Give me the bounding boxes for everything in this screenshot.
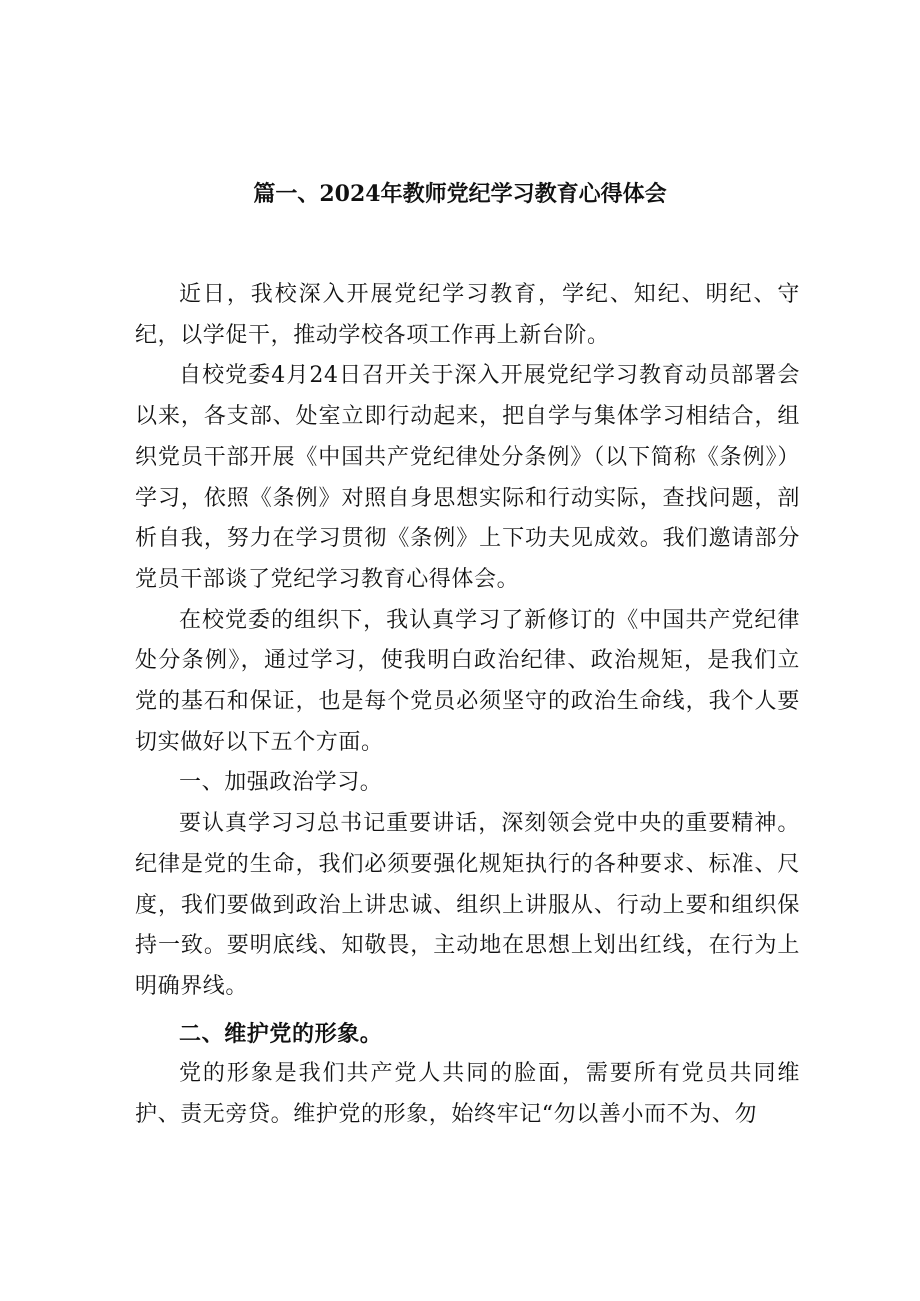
paragraph-section-2: 党的形象是我们共产党人共同的脸面，需要所有党员共同维护、责无旁贷。维护党的形象，始终牢记“勿以善小而不为、勿 xyxy=(135,1061,800,1128)
section-heading-2: 二、维护党的形象。 xyxy=(179,1020,383,1047)
paragraph-study: 在校党委的组织下，我认真学习了新修订的《中国共产党纪律处分条例》，通过学习，使我明白政治纪律、政治规矩，是我们立党的基石和保证，也是每个党员必须坚守的政治生命线，我个人要切实做好以下五个方面。 xyxy=(135,607,800,755)
paragraph-intro: 近日，我校深入开展党纪学习教育，学纪、知纪、明纪、守纪，以学促干，推动学校各项工作再上新台阶。 xyxy=(135,282,800,348)
section-heading-1: 一、加强政治学习。 xyxy=(179,770,383,796)
document-title: 篇一、2024年教师党纪学习教育心得体会 xyxy=(253,181,667,207)
paragraph-background: 自校党委4月24日召开关于深入开展党纪学习教育动员部署会以来，各支部、处室立即行动起来，把自学与集体学习相结合，组织党员干部开展《中国共产党纪律处分条例》（以下简称《条例》）学习，依照《条例》对照自身思想实际和行动实际，查找问题，剖析自我，努力在学习贯彻《条例》上下功夫见成效。我们邀请部分党员干部谈了党纪学习教育心得体会。 xyxy=(135,363,800,592)
paragraph-section-1: 要认真学习习总书记重要讲话，深刻领会党中央的重要精神。纪律是党的生命，我们必须要强化规矩执行的各种要求、标准、尺度，我们要做到政治上讲忠诚、组织上讲服从、行动上要和组织保持一致。要明底线、知敬畏，主动地在思想上划出红线，在行为上明确界线。 xyxy=(135,811,800,999)
document-body xyxy=(135,275,800,1136)
